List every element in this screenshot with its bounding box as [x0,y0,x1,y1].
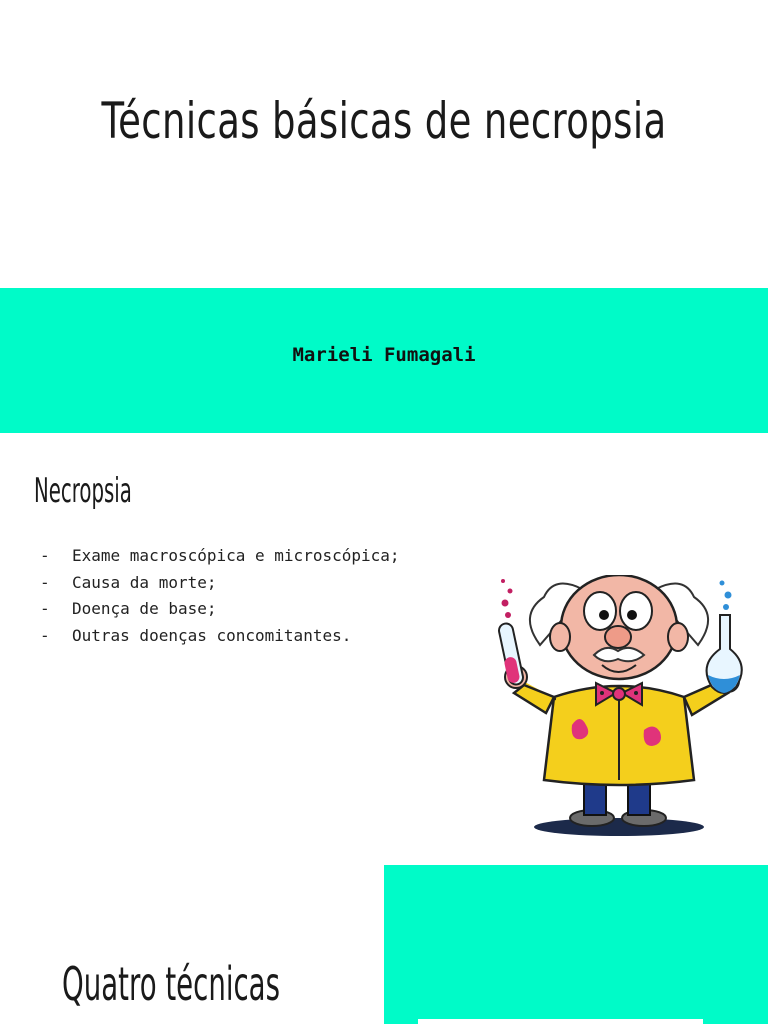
list-item: - Outras doenças concomitantes. [40,625,352,645]
title-slide [0,0,768,288]
slide-title: Técnicas básicas de necropsia [101,92,667,150]
quatro-tecnicas-slide [0,865,768,1024]
accent-panel [384,865,768,1024]
cartoon-scientist-icon [484,575,754,840]
list-item: - Causa da morte; [40,572,217,592]
necropsia-slide [0,433,768,865]
section-heading: Quatro técnicas [62,957,280,1011]
author-name: Marieli Fumagali [292,344,476,366]
list-item: - Doença de base; [40,599,217,618]
author-band [0,288,768,433]
section-heading: Necropsia [34,471,132,511]
list-item: - Exame macroscópica e microscópica; [40,546,400,565]
panel-strip [418,1019,703,1024]
bullet-list [40,543,400,649]
